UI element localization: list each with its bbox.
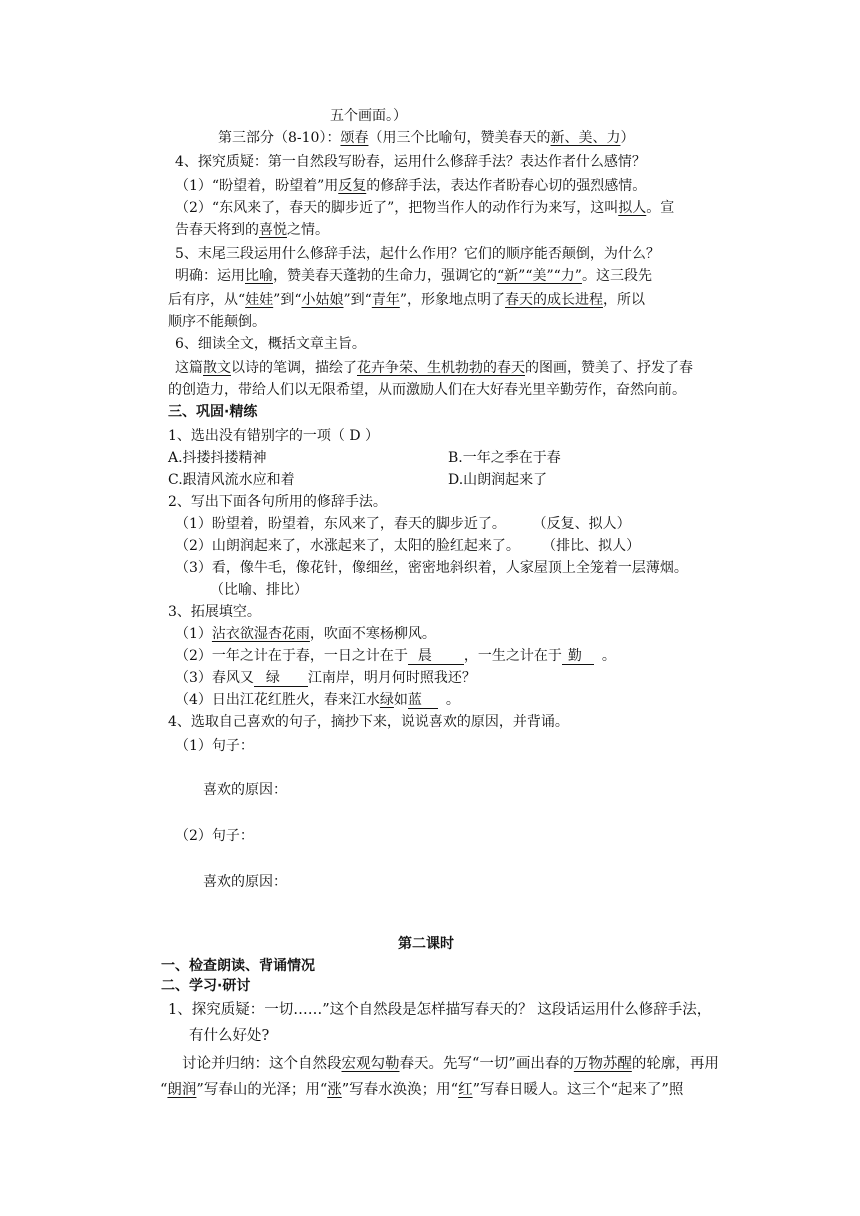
text: 2、写出下面各句所用的修辞手法。	[168, 494, 387, 510]
text: 五个画面。）	[330, 108, 407, 124]
text: 之情。	[287, 222, 329, 238]
text: （2）山朗润起来了，水涨起来了，太阳的脸红起来了。 （排比、拟人）	[175, 538, 641, 554]
option-b	[448, 448, 561, 468]
text-line	[168, 380, 686, 400]
section-heading-1	[161, 956, 315, 976]
text: 江南岸，明月何时照我还？	[307, 670, 476, 686]
text: （1）句子：	[175, 738, 254, 754]
text: “	[160, 1082, 168, 1098]
text: 第二课时	[398, 936, 454, 952]
exercise-1	[168, 426, 379, 446]
underlined-answer: 朗润	[167, 1082, 197, 1098]
text: 告春天将到的	[175, 222, 259, 238]
text: （4）日出江花红胜火，春来江水	[175, 692, 380, 708]
text: （2）“东风来了，春天的脚步近了”，把物当作人的动作行为来写，这叫	[175, 200, 619, 216]
underlined-answer: 涨	[327, 1082, 342, 1098]
underlined-answer: 娃娃	[245, 292, 274, 308]
text: 4、探究质疑：第一自然段写盼春，运用什么修辞手法？表达作者什么感情？	[175, 154, 646, 170]
text: ”写春山的光泽；用“	[196, 1082, 328, 1098]
underlined-answer: 春天的成长进程	[505, 292, 603, 308]
text-line	[175, 624, 436, 644]
fill-blank-answer: 蓝	[408, 692, 438, 709]
text-line	[182, 1054, 719, 1074]
text-line	[175, 826, 254, 846]
text-line	[160, 1080, 683, 1100]
fill-blank-answer: 绿	[254, 670, 308, 687]
option-c	[168, 470, 295, 490]
underlined-answer: 宏观勾勒	[341, 1056, 400, 1072]
text: （3）看，像牛毛，像花针，像细丝，密密地斜织着，人家屋顶上全笼着一层薄烟。	[175, 560, 688, 576]
text: （比喻、排比）	[210, 582, 308, 598]
text: ，一生之计在于	[463, 648, 562, 664]
text: 二、学习·研讨	[161, 978, 251, 994]
text-line	[175, 646, 616, 666]
text: 6、细读全文，概括文章主旨。	[175, 336, 366, 352]
text: （3）春风又	[175, 670, 254, 686]
underlined-answer: 万物苏醒	[573, 1056, 632, 1072]
text: 第三部分（8-10）：	[218, 130, 341, 146]
text-line	[203, 872, 287, 892]
text: （1）盼望着，盼望着，东风来了，春天的脚步近了。 （反复、拟人）	[175, 516, 631, 532]
text: 春天。先写“一切”画出春的	[399, 1056, 574, 1072]
question-4	[175, 152, 646, 172]
text: 后有序，从“	[168, 292, 246, 308]
exercise-3	[168, 602, 261, 622]
fill-blank-answer: 绿	[379, 692, 394, 708]
text: 。这三段先	[581, 268, 652, 284]
text: （1）“盼望着，盼望着”用	[175, 178, 339, 194]
underlined-answer: 红	[458, 1082, 473, 1098]
text: ”写春日暖人。这三个“起来了”照	[472, 1082, 684, 1098]
underlined-answer: 颂春	[340, 130, 369, 146]
exercise-2	[168, 492, 387, 512]
text: ，赞美春天蓬勃的生命力，强调它的	[273, 268, 497, 284]
underlined-answer: 沾衣欲湿杏花雨	[211, 626, 310, 642]
underlined-answer: 比喻	[245, 268, 273, 284]
text: 。	[601, 648, 616, 664]
fill-blank-answer: 晨	[408, 648, 464, 665]
text: 。宣	[646, 200, 675, 216]
text-line	[175, 736, 254, 756]
lesson-heading	[398, 934, 454, 954]
text: 的轮廓，再用	[631, 1056, 719, 1072]
underlined-answer: 喜悦	[259, 222, 287, 238]
text: 有什么好处?	[189, 1028, 270, 1044]
underlined-answer: 散文	[203, 360, 231, 376]
text-line	[175, 358, 693, 378]
text: 3、拓展填空。	[168, 604, 261, 620]
text: 以诗的笔调，描绘了	[231, 360, 357, 376]
text: 4、选取自己喜欢的句子，摘抄下来，说说喜欢的原因，并背诵。	[168, 714, 569, 730]
text-line	[175, 514, 631, 534]
text: 的图画，赞美了、抒发了春	[525, 360, 693, 376]
text: ）	[620, 130, 635, 146]
text-line	[189, 1026, 269, 1046]
text-line	[210, 580, 308, 600]
text-line	[175, 198, 674, 218]
text: ”到“	[273, 292, 302, 308]
underlined-answer: 新、美、力	[550, 130, 621, 146]
exercise-4	[168, 712, 569, 732]
underlined-answer: 拟人	[618, 200, 647, 216]
section-heading-2	[161, 976, 250, 996]
text: （2）句子：	[175, 828, 254, 844]
text: ，吹面不寒杨柳风。	[309, 626, 436, 642]
text-line	[203, 780, 287, 800]
text-line	[175, 690, 460, 710]
question-6	[175, 334, 366, 354]
text: 明确：运用	[175, 268, 245, 284]
text-line	[330, 106, 407, 126]
question-5	[175, 244, 660, 264]
text: 三、巩固·精练	[168, 404, 258, 420]
text: 1、探究质疑：一切……”这个自然段是怎样描写春天的？ 这段话运用什么修辞手法，	[168, 1002, 712, 1018]
text: （1）	[175, 626, 212, 642]
option-d	[448, 470, 547, 490]
text: 喜欢的原因：	[203, 874, 287, 890]
text: 顺序不能颠倒。	[168, 314, 266, 330]
text-line	[168, 1000, 711, 1020]
underlined-answer: 花卉争荣、生机勃勃的春天	[357, 360, 525, 376]
underlined-answer: 小姑娘	[301, 292, 344, 308]
text: 1、选出没有错别字的一项（ D ）	[168, 428, 380, 444]
underlined-answer: 青年	[371, 292, 400, 308]
text-line	[175, 536, 640, 556]
text: 的修辞手法，表达作者盼春心切的强烈感情。	[366, 178, 647, 194]
text: （2）一年之计在于春，一日之计在于	[175, 648, 408, 664]
text: 一、检查朗读、背诵情况	[161, 958, 315, 974]
text-line	[175, 266, 652, 286]
underlined-answer: 反复	[338, 178, 367, 194]
text: B.一年之季在于春	[448, 450, 561, 466]
text: ”到“	[343, 292, 372, 308]
text: 的创造力，带给人们以无限希望，从而激励人们在大好春光里辛勤劳作，奋然向前。	[168, 382, 686, 398]
text-line	[168, 312, 266, 332]
text: D.山朗润起来了	[448, 472, 548, 488]
text: （用三个比喻句，赞美春天的	[368, 130, 551, 146]
text: 5、末尾三段运用什么修辞手法，起什么作用？它们的顺序能否颠倒，为什么？	[175, 246, 660, 262]
text: 喜欢的原因：	[203, 782, 287, 798]
section-heading-3	[168, 402, 257, 422]
text: 讨论并归纳：这个自然段	[182, 1056, 342, 1072]
option-a	[168, 448, 267, 468]
text-line	[218, 128, 634, 148]
text-line	[175, 668, 476, 688]
underlined-answer: “新”“美”“力”	[497, 268, 582, 284]
text-line	[175, 220, 329, 240]
text: A.抖搂抖搂精神	[168, 450, 267, 466]
text: 。	[445, 692, 460, 708]
text: 如	[393, 692, 408, 708]
text-line	[175, 176, 646, 196]
fill-blank-answer: 勤	[562, 648, 594, 665]
text: ”，形象地点明了	[399, 292, 505, 308]
text: ”写春水涣涣；用“	[341, 1082, 459, 1098]
text-line	[168, 290, 645, 310]
text: C.跟清风流水应和着	[168, 472, 295, 488]
text: ，所以	[603, 292, 645, 308]
text: 这篇	[175, 360, 203, 376]
text-line	[175, 558, 688, 578]
